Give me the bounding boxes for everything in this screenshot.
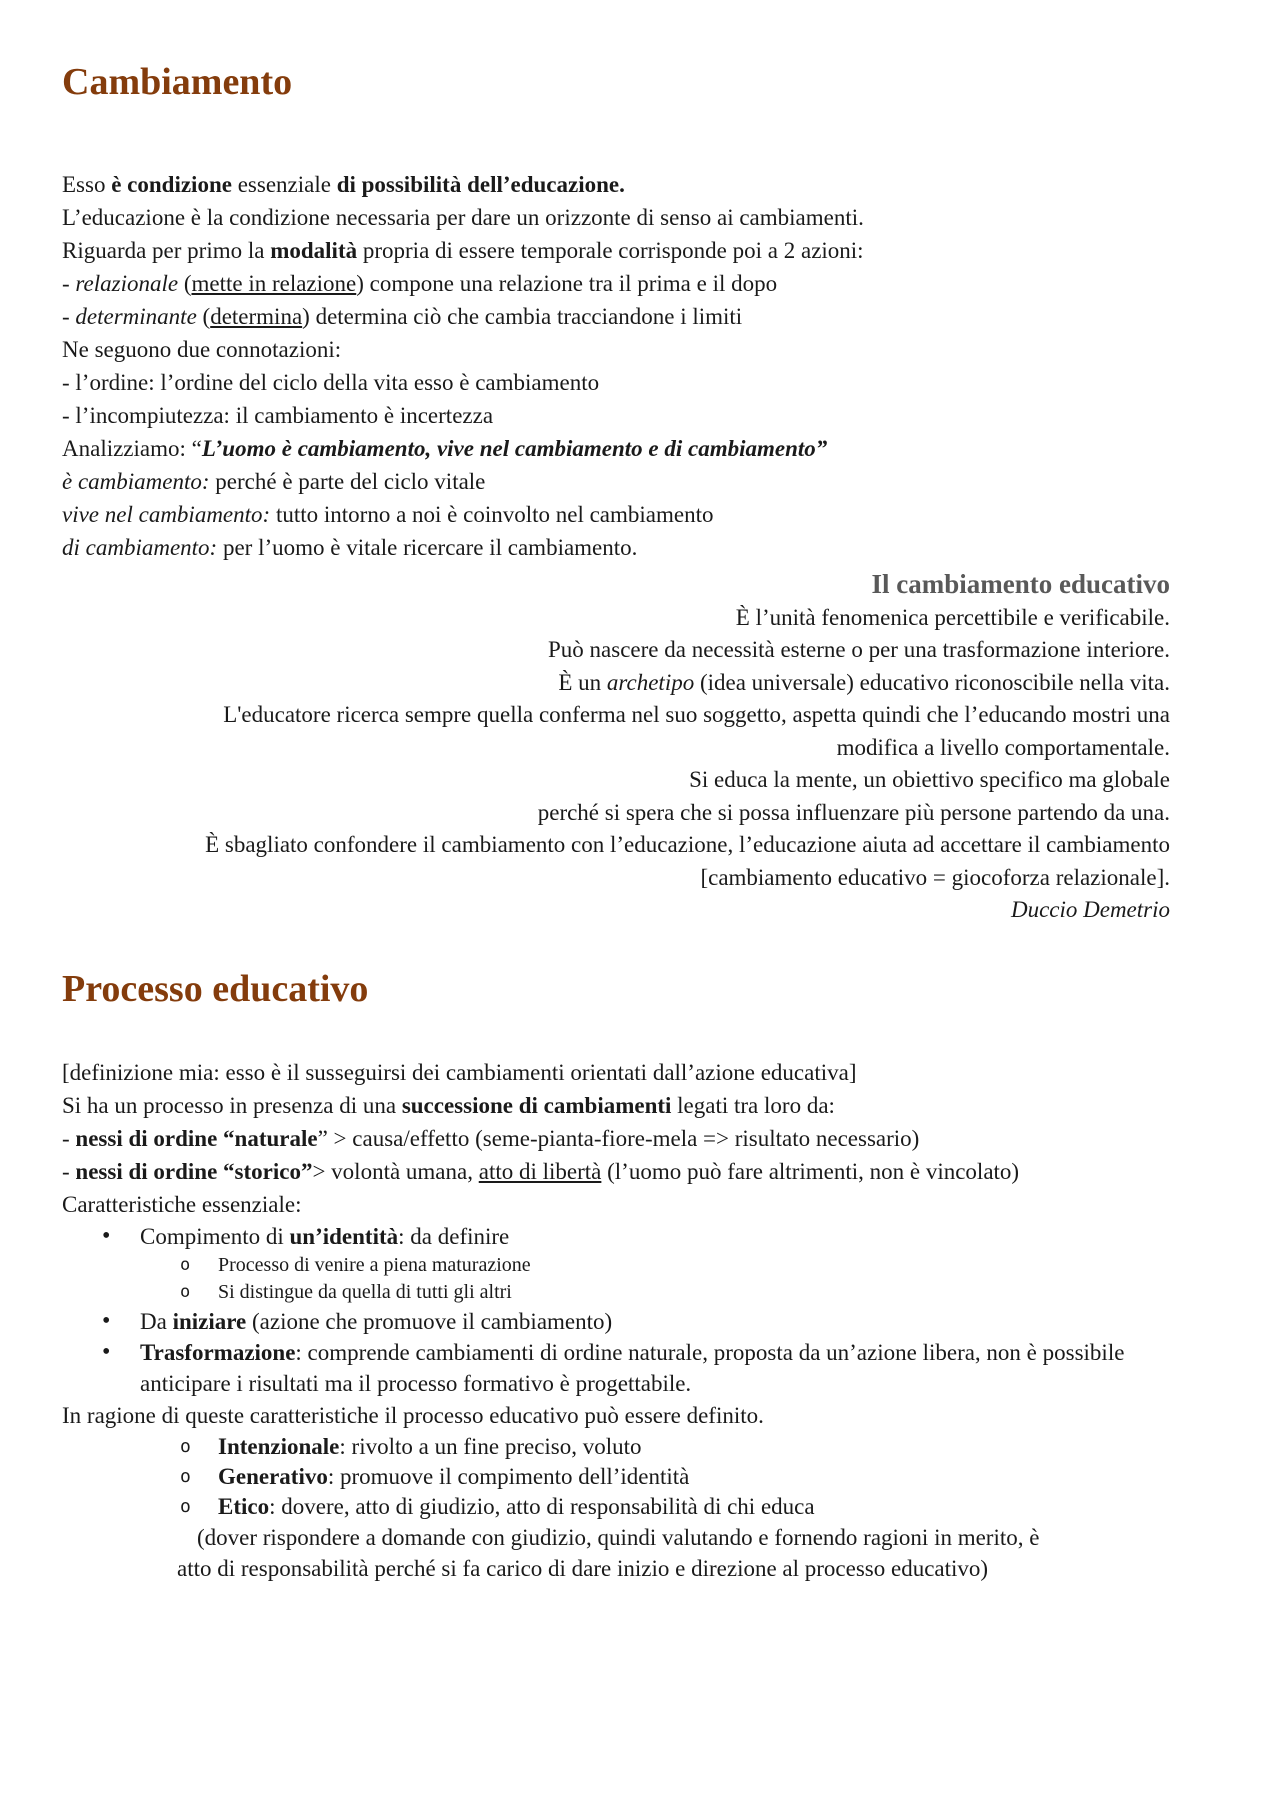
section-title-processo-educativo: Processo educativo — [62, 967, 369, 1010]
text-line-right: È sbagliato confondere il cambiamento con l’educazione, l’educazione aiuta ad accettare il cambiamento — [205, 832, 1170, 858]
text-line-right: modifica a livello comportamentale. — [836, 734, 1170, 760]
text-line: Caratteristiche essenziale: — [62, 1192, 302, 1218]
text-line: - l’ordine: l’ordine del ciclo della vita esso è cambiamento — [62, 369, 600, 395]
text-line: atto di responsabilità perché si fa carico di dare inizio e direzione al processo educativo) — [177, 1556, 989, 1582]
text-line-right: [cambiamento educativo = giocoforza relazionale]. — [700, 864, 1170, 890]
section-title-cambiamento: Cambiamento — [62, 61, 293, 103]
text-line: vive nel cambiamento: tutto intorno a noi è coinvolto nel cambiamento — [62, 501, 714, 527]
text-line-right: Può nascere da necessità esterne o per una trasformazione interiore. — [548, 637, 1170, 663]
text-line: Esso è condizione essenziale di possibilità dell’educazione. — [62, 171, 625, 197]
text-line: In ragione di queste caratteristiche il processo educativo può essere definito. — [62, 1403, 764, 1429]
text-line-right: Si educa la mente, un obiettivo specifico ma globale — [689, 767, 1170, 793]
text-line-right: È l’unità fenomenica percettibile e verificabile. — [735, 604, 1170, 630]
sub-list — [140, 1252, 1170, 1306]
text-line: Ne seguono due connotazioni: — [62, 336, 342, 362]
text-line-right: È un archetipo (idea universale) educativo riconoscibile nella vita. — [558, 669, 1170, 695]
list-item: • Trasformazione: comprende cambiamenti di ordine naturale, proposta da un’azione libera, non è possibile anticipare i risultati ma il processo formativo è progettabile. — [140, 1337, 1170, 1399]
list-item: o Intenzionale: rivolto a un fine preciso, voluto — [218, 1432, 1170, 1462]
text-line-right: perché si spera che si possa influenzare più persone partendo da una. — [537, 799, 1170, 825]
author-name: Duccio Demetrio — [1010, 897, 1170, 923]
text-line: (dover rispondere a domande con giudizio, quindi valutando e fornendo ragioni in merito, è — [197, 1525, 1040, 1551]
text-line: di cambiamento: per l’uomo è vitale ricercare il cambiamento. — [62, 534, 638, 560]
text-line: - nessi di ordine “naturale” > causa/effetto (seme-pianta-fiore-mela => risultato necessario) — [62, 1126, 920, 1152]
list-item: o Generativo: promuove il compimento dell’identità — [218, 1462, 1170, 1492]
sub-list — [62, 1432, 1170, 1522]
list-item: • Da iniziare (azione che promuove il cambiamento) — [140, 1306, 1170, 1337]
subsection-title: Il cambiamento educativo — [871, 568, 1170, 599]
list-item: o Processo di venire a piena maturazione — [218, 1252, 1170, 1279]
text-line: - l’incompiutezza: il cambiamento è incertezza — [62, 402, 494, 428]
text-line: è cambiamento: perché è parte del ciclo vitale — [62, 468, 486, 494]
text-line: - determinante (determina) determina ciò che cambia tracciandone i limiti — [62, 303, 743, 329]
text-line: L’educazione è la condizione necessaria per dare un orizzonte di senso ai cambiamenti. — [62, 204, 864, 230]
text-line-right: L'educatore ricerca sempre quella conferma nel suo soggetto, aspetta quindi che l’educando mostri una — [223, 702, 1170, 728]
text-line: Si ha un processo in presenza di una successione di cambiamenti legati tra loro da: — [62, 1093, 835, 1119]
text-line: Riguarda per primo la modalità propria di essere temporale corrisponde poi a 2 azioni: — [62, 237, 864, 263]
text-line: Analizziamo: “L’uomo è cambiamento, vive nel cambiamento e di cambiamento” — [62, 435, 828, 461]
list-item: o Si distingue da quella di tutti gli altri — [218, 1279, 1170, 1306]
list-item: o Etico: dovere, atto di giudizio, atto di responsabilità di chi educa — [218, 1492, 1170, 1522]
text-line: - relazionale (mette in relazione) compone una relazione tra il prima e il dopo — [62, 270, 778, 296]
text-line: [definizione mia: esso è il susseguirsi dei cambiamenti orientati dall’azione educativa] — [62, 1060, 857, 1086]
bullet-list — [62, 1221, 1170, 1399]
list-item: • Compimento di un’identità: da definire o Processo di venire a piena maturazione o Si distingue da quella di tutti gli altri — [140, 1221, 1170, 1306]
text-line: - nessi di ordine “storico”> volontà umana, atto di libertà (l’uomo può fare altrimenti, non è vincolato) — [62, 1159, 1020, 1185]
